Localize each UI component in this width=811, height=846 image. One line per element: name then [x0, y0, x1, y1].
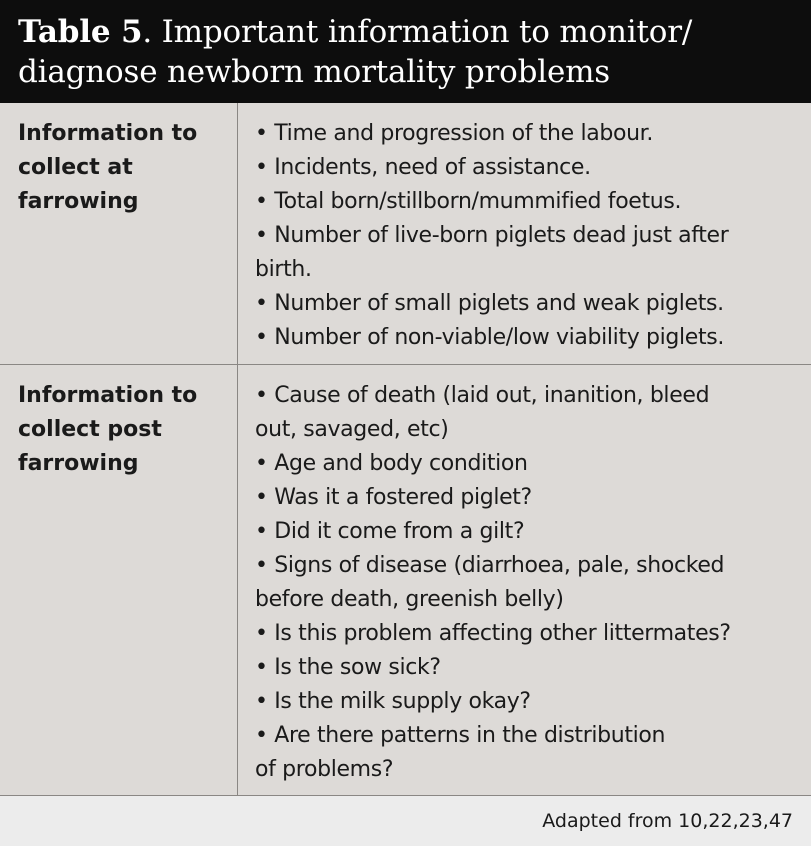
list-item: • Number of live-born piglets dead just after — [255, 223, 729, 248]
row-heading-line: Information to — [18, 383, 198, 408]
source-note: Adapted from 10,22,23,47 — [542, 810, 793, 832]
list-item: • Time and progression of the labour. — [255, 121, 653, 146]
list-item: • Number of small piglets and weak piglets. — [255, 291, 724, 316]
list-item: • Is the sow sick? — [255, 655, 441, 680]
row-items — [255, 379, 795, 787]
list-item: • Age and body condition — [255, 451, 528, 476]
row-items — [255, 117, 795, 355]
list-item: before death, greenish belly) — [255, 587, 564, 612]
list-item: • Signs of disease (diarrhoea, pale, shocked — [255, 553, 725, 578]
list-item: • Are there patterns in the distribution — [255, 723, 666, 748]
list-item: • Number of non-viable/low viability piglets. — [255, 325, 725, 350]
table-row-at-farrowing — [0, 103, 811, 365]
caption-text-1: . Important information to monitor/ — [142, 14, 693, 50]
row-heading-line: collect at — [18, 155, 133, 180]
list-item: • Is the milk supply okay? — [255, 689, 531, 714]
table-row-post-farrowing — [0, 365, 811, 796]
row-heading — [18, 117, 228, 219]
row-heading-line: collect post — [18, 417, 162, 442]
list-item: birth. — [255, 257, 312, 282]
list-item: • Total born/stillborn/mummified foetus. — [255, 189, 682, 214]
row-heading-line: Information to — [18, 121, 198, 146]
list-item: • Was it a fostered piglet? — [255, 485, 532, 510]
info-table — [0, 103, 811, 846]
list-item: • Is this problem affecting other littermates? — [255, 621, 731, 646]
row-heading-line: farrowing — [18, 451, 139, 476]
list-item: • Incidents, need of assistance. — [255, 155, 591, 180]
list-item: of problems? — [255, 757, 394, 782]
list-item: out, savaged, etc) — [255, 417, 449, 442]
list-item: • Did it come from a gilt? — [255, 519, 525, 544]
row-heading-line: farrowing — [18, 189, 139, 214]
caption-line-1 — [18, 12, 793, 52]
list-item: • Cause of death (laid out, inanition, bleed — [255, 383, 710, 408]
table-caption — [0, 0, 811, 103]
table-footer — [0, 796, 811, 846]
table-number: Table 5 — [18, 14, 143, 50]
row-heading — [18, 379, 228, 481]
caption-line-2: diagnose newborn mortality problems — [18, 54, 611, 90]
